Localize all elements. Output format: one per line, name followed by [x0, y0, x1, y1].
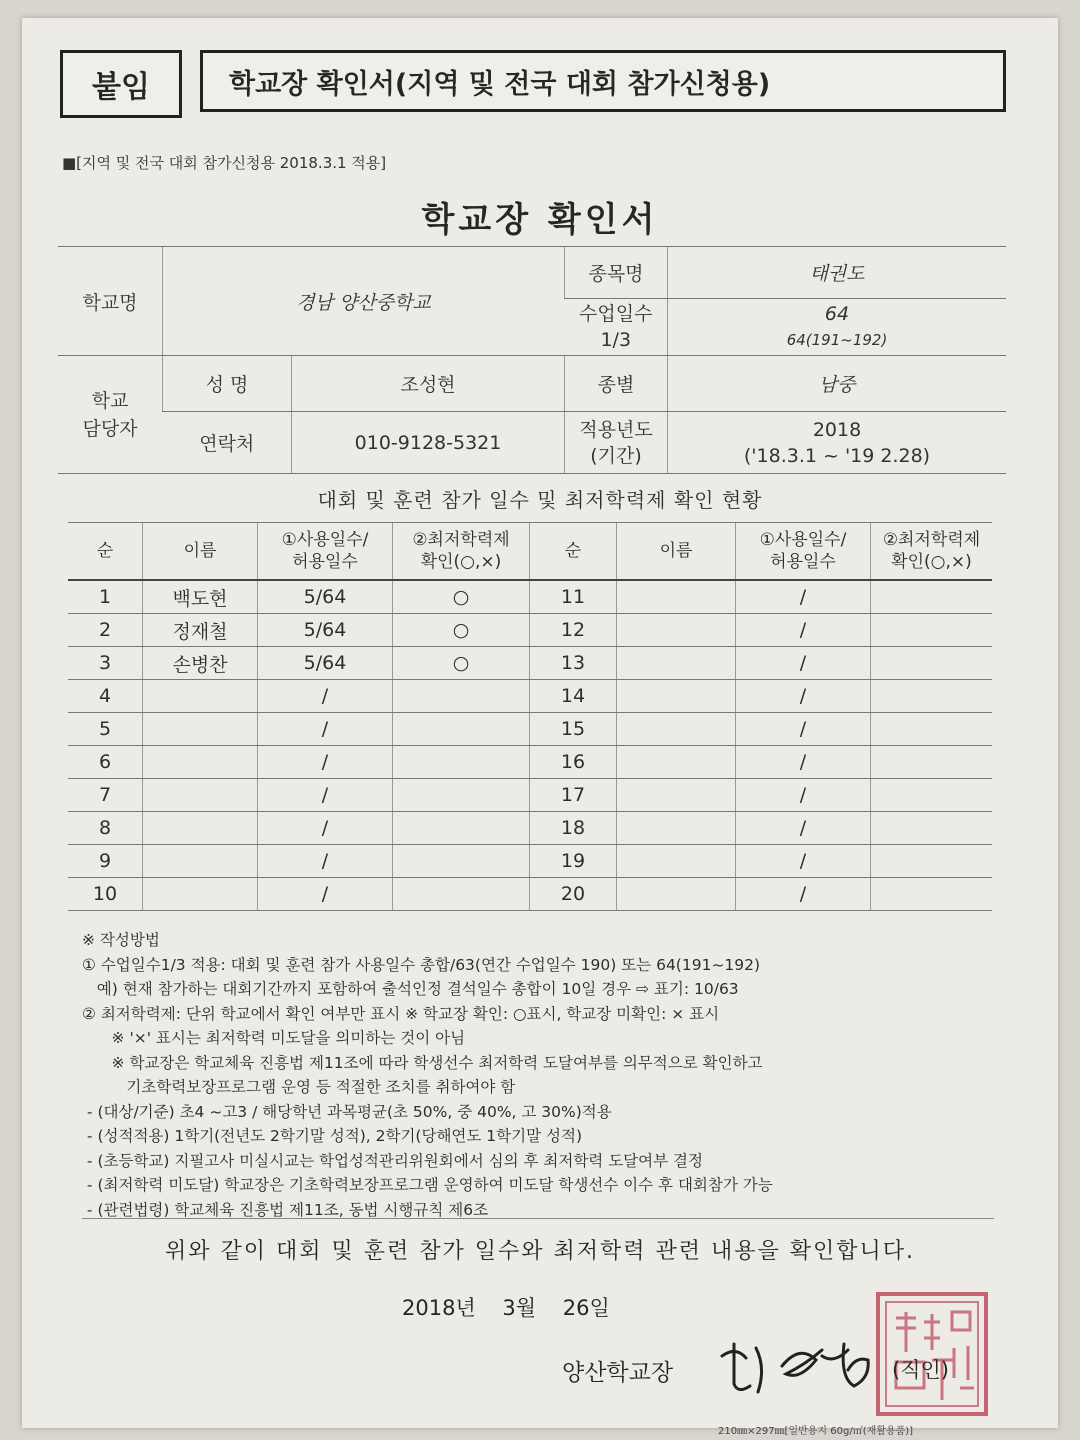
row-check-right [871, 713, 993, 746]
row-name: 손병찬 [143, 647, 258, 680]
row-no: 5 [68, 713, 143, 746]
row-check-right [871, 746, 993, 779]
header-days-line1: ①사용일수/ [281, 530, 369, 550]
event-label: 종목명 [565, 247, 668, 299]
header-name-right: 이름 [617, 523, 736, 581]
confirmation-text: 위와 같이 대회 및 훈련 참가 일수와 최저학력 관련 내용을 확인합니다. [165, 1239, 915, 1264]
row-no: 8 [68, 812, 143, 845]
row-no-right: 20 [530, 878, 617, 911]
row-check-right [871, 680, 993, 713]
row-name [143, 878, 258, 911]
note-line: ※ 학교장은 학교체육 진흥법 제11조에 따라 학생선수 최저학력 도달여부를 의무적으로 확인하고 [82, 1053, 763, 1072]
header-days-right-line2: 허용일수 [770, 552, 836, 572]
days-label [565, 299, 668, 356]
year-period: ('18.3.1 ~ '19 2.28) [743, 444, 931, 467]
note-line: - (대상/기준) 초4 ~고3 / 해당학년 과목평균(초 50%, 중 40%, 고 30%)적용 [82, 1102, 612, 1121]
row-no: 4 [68, 680, 143, 713]
row-days: 5/64 [258, 580, 393, 614]
table-row [68, 812, 992, 845]
date-day: 26일 [562, 1296, 610, 1320]
row-days-right: / [736, 713, 871, 746]
row-check-right [871, 812, 993, 845]
category-value: 남중 [668, 356, 1007, 412]
header-days [258, 523, 393, 581]
row-days: / [258, 812, 393, 845]
table-row [68, 845, 992, 878]
row-no-right: 11 [530, 580, 617, 614]
row-days-right: / [736, 580, 871, 614]
row-no-right: 17 [530, 779, 617, 812]
year-label-line1: 적용년도 [579, 418, 653, 441]
year-value-main: 2018 [812, 418, 862, 441]
row-name-right [617, 680, 736, 713]
row-days: 5/64 [258, 614, 393, 647]
header-check-right [871, 523, 993, 581]
header-days-right [736, 523, 871, 581]
principal-signature [712, 1326, 902, 1406]
table-row [68, 614, 992, 647]
days-label-line2: 1/3 [600, 329, 632, 351]
row-check-right [871, 845, 993, 878]
table-row [68, 779, 992, 812]
row-days: 5/64 [258, 647, 393, 680]
row-name-right [617, 878, 736, 911]
category-label: 종별 [565, 356, 668, 412]
note-line: - (관련법령) 학교체육 진흥법 제11조, 동법 시행규칙 제6조 [82, 1200, 489, 1219]
row-name-right [617, 647, 736, 680]
row-check: ○ [393, 647, 530, 680]
days-value-sub: 64(191~192) [786, 331, 888, 349]
row-name [143, 746, 258, 779]
row-check [393, 713, 530, 746]
row-name-right [617, 614, 736, 647]
row-days-right: / [736, 812, 871, 845]
note-line: - (성적적용) 1학기(전년도 2학기말 성적), 2학기(당해연도 1학기말 성적) [82, 1127, 582, 1145]
row-check [393, 746, 530, 779]
row-check-right [871, 878, 993, 911]
row-days: / [258, 746, 393, 779]
header-check [393, 523, 530, 581]
year-value [668, 412, 1007, 474]
row-name [143, 845, 258, 878]
row-no: 9 [68, 845, 143, 878]
row-days-right: / [736, 845, 871, 878]
school-label: 학교명 [58, 247, 163, 356]
table-row [68, 713, 992, 746]
row-name-right [617, 713, 736, 746]
year-label-line2: (기간) [590, 444, 642, 467]
row-check: ○ [393, 580, 530, 614]
row-days-right: / [736, 680, 871, 713]
phone-value: 010-9128-5321 [292, 412, 565, 474]
days-label-line1: 수업일수 [579, 303, 653, 325]
note-line: 기초학력보장프로그램 운영 등 적절한 조치를 취하여야 함 [82, 1078, 516, 1096]
header-no: 순 [68, 523, 143, 581]
note-line: - (초등학교) 지필고사 미실시교는 학업성적관리위원회에서 심의 후 최저학력 도달여부 결정 [82, 1151, 703, 1170]
row-check: ○ [393, 614, 530, 647]
row-no-right: 12 [530, 614, 617, 647]
table-row [68, 878, 992, 911]
row-name [143, 713, 258, 746]
event-value: 태권도 [668, 247, 1007, 299]
row-check-right [871, 614, 993, 647]
row-no-right: 18 [530, 812, 617, 845]
table-row [68, 580, 992, 614]
principal-title: 양산학교장 [562, 1360, 674, 1386]
row-name-right [617, 845, 736, 878]
row-no: 3 [68, 647, 143, 680]
row-no-right: 16 [530, 746, 617, 779]
row-days-right: / [736, 647, 871, 680]
note-line: ※ '×' 표시는 최저학력 미도달을 의미하는 것이 아님 [82, 1029, 466, 1047]
row-name: 백도현 [143, 580, 258, 614]
row-check-right [871, 580, 993, 614]
row-days: / [258, 680, 393, 713]
roster-table [68, 522, 992, 911]
row-name [143, 680, 258, 713]
row-name: 정재철 [143, 614, 258, 647]
contact-label-line2: 담당자 [82, 417, 138, 440]
note-line: ※ 작성방법 [82, 931, 160, 949]
table-row [68, 746, 992, 779]
roster-body [68, 580, 992, 911]
days-value [668, 299, 1007, 356]
row-name [143, 812, 258, 845]
seal-label: (직인) [892, 1358, 949, 1382]
row-check [393, 878, 530, 911]
note-line: ① 수업일수1/3 적용: 대회 및 훈련 참가 사용일수 총합/63(연간 수업일수 190) 또는 64(191~192) [82, 955, 761, 974]
row-no: 2 [68, 614, 143, 647]
school-value: 경남 양산중학교 [163, 247, 565, 356]
attachment-label: 붙임 [60, 50, 182, 118]
header-days-right-line1: ①사용일수/ [759, 530, 847, 550]
row-no-right: 13 [530, 647, 617, 680]
header-days-line2: 허용일수 [292, 552, 358, 572]
row-days-right: / [736, 614, 871, 647]
table-row [68, 647, 992, 680]
row-check [393, 812, 530, 845]
note-line: 예) 현재 참가하는 대회기간까지 포함하여 출석인정 결석일수 총합이 10일 경우 ⇨ 표기: 10/63 [82, 980, 739, 998]
row-days: / [258, 779, 393, 812]
header-check-line1: ②최저학력제 [412, 530, 510, 550]
writing-guide [82, 928, 1022, 1222]
row-no-right: 14 [530, 680, 617, 713]
row-days-right: / [736, 779, 871, 812]
year-label [565, 412, 668, 474]
row-name [143, 779, 258, 812]
document-title: 학교장 확인서 [421, 200, 659, 240]
row-no-right: 15 [530, 713, 617, 746]
row-no-right: 19 [530, 845, 617, 878]
contact-label [58, 356, 163, 474]
row-check [393, 779, 530, 812]
row-days-right: / [736, 878, 871, 911]
header-check-right-line1: ②최저학력제 [882, 530, 981, 550]
row-name-right [617, 812, 736, 845]
note-line: - (최저학력 미도달) 학교장은 기초학력보장프로그램 운영하여 미도달 학생선수 이수 후 대회참가 가능 [82, 1176, 773, 1194]
issue-date [402, 1292, 610, 1322]
row-check [393, 845, 530, 878]
header-name: 이름 [143, 523, 258, 581]
date-year: 2018년 [402, 1296, 476, 1320]
header-check-line2: 확인(○,×) [420, 552, 502, 572]
document-page [22, 18, 1058, 1437]
header-no-right: 순 [530, 523, 617, 581]
row-days: / [258, 878, 393, 911]
header-check-right-line2: 확인(○,×) [891, 552, 972, 572]
date-month: 3월 [502, 1296, 537, 1320]
info-table [58, 246, 1006, 474]
row-name-right [617, 580, 736, 614]
section-title: 대회 및 훈련 참가 일수 및 최저학력제 확인 현황 [317, 488, 763, 512]
table-row [68, 680, 992, 713]
phone-label: 연락처 [163, 412, 292, 474]
row-days: / [258, 713, 393, 746]
divider [82, 1218, 994, 1219]
name-value: 조성현 [292, 356, 565, 412]
row-no: 1 [68, 580, 143, 614]
row-check-right [871, 647, 993, 680]
row-check-right [871, 779, 993, 812]
paper-spec-footer: 210㎜×297㎜[일반용지 60g/㎡(재활용품)] [718, 1426, 914, 1437]
row-days-right: / [736, 746, 871, 779]
name-label: 성 명 [163, 356, 292, 412]
row-no: 7 [68, 779, 143, 812]
row-check [393, 680, 530, 713]
days-value-main: 64 [824, 303, 850, 325]
row-no: 10 [68, 878, 143, 911]
contact-label-line1: 학교 [91, 389, 129, 412]
row-name-right [617, 746, 736, 779]
row-name-right [617, 779, 736, 812]
attachment-title: 학교장 확인서(지역 및 전국 대회 참가신청용) [200, 50, 1006, 112]
note-line: ② 최저학력제: 단위 학교에서 확인 여부만 표시 ※ 학교장 확인: ○표시, 학교장 미확인: × 표시 [82, 1004, 720, 1023]
row-days: / [258, 845, 393, 878]
form-tag: ■[지역 및 전국 대회 참가신청용 2018.3.1 적용] [62, 154, 387, 172]
row-no: 6 [68, 746, 143, 779]
